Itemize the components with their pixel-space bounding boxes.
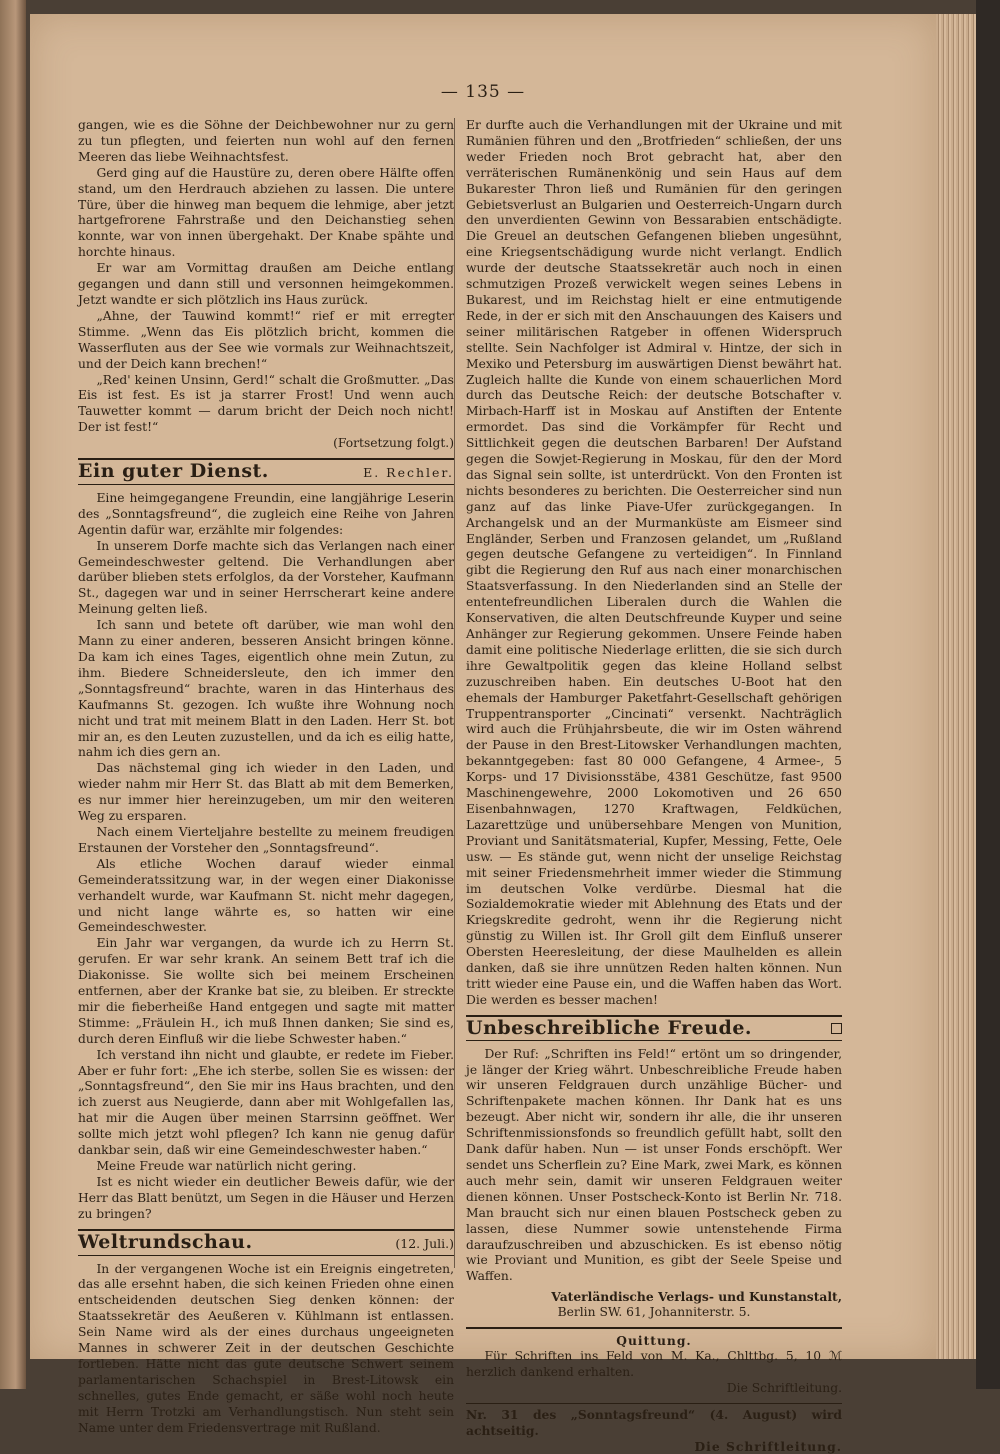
article-paragraph: Nach einem Vierteljahre bestellte zu meinem freudigen Erstaunen der Vorsteher den „Sonntagsfreund“. [78,825,454,857]
article-paragraph: Eine heimgegangene Freundin, eine langjährige Leserin des „Sonntagsfreund“, die zugleich eine Reihe von Jahren Agentin dafür war, erzählte mir folgendes: [78,491,454,539]
article-title: Ein guter Dienst. [78,464,269,480]
article-header-ein-guter-dienst [78,458,454,485]
article-paragraph: Ist es nicht wieder ein deutlicher Beweis dafür, wie der Herr das Blatt benützt, um Segen in die Häuser und Herzen zu bringen? [78,1175,454,1223]
article-title: Unbeschreibliche Freude. [466,1021,752,1037]
article-paragraph: In der vergangenen Woche ist ein Ereignis eingetreten, das alle ersehnt haben, die sich keinen Frieden ohne einen entscheidenden deutschen Sieg denken können: der Staatssekretär des Aeußeren v. Kühlmann ist entlassen. Sein Name wird als der eines durchaus ungeeigneten Mannes in schwerer Zeit in der deutschen Geschichte fortleben. Hätte nicht das gute deutsche Schwert seinem parlamentarischen Schachspiel in Brest-Litowsk ein schnelles, gutes Ende gemacht, er säße wohl noch heute mit Herrn Trotzki am Verhandlungstisch. Nun steht sein Name unter dem Friedensvertrage mit Rußland. [78,1262,454,1437]
article-title: Weltrundschau. [78,1235,253,1251]
story-paragraph: „Red' keinen Unsinn, Gerd!“ schalt die Großmutter. „Das Eis ist fest. Es ist ja starrer Frost! Und wenn auch Tauwetter kommt — darum bricht der Deich noch nicht! Der ist fest!“ [78,373,454,437]
story-paragraph: Gerd ging auf die Haustüre zu, deren obere Hälfte offen stand, um den Herdrauch abziehen zu lassen. Die untere Türe, über die hinweg man bequem die lehmige, aber jetzt hartgefrorene Fahrstraße und den Deichanstieg sehen konnte, war von innen übergehakt. Der Knabe spähte und horchte hinaus. [78,166,454,261]
article-paragraph: Das nächstemal ging ich wieder in den Laden, und wieder nahm mir Herr St. das Blatt ab mit dem Bemerken, es nur immer hier hereinzugeben, um mir den weiteren Weg zu ersparen. [78,761,454,825]
publisher-name: Vaterländische Verlags- und Kunstanstalt, [466,1289,842,1305]
left-column [78,118,454,1437]
article-paragraph: Als etliche Wochen darauf wieder einmal Gemeinderatssitzung war, in der wegen einer Diakonisse verhandelt wurde, war Kaufmann St. nicht mehr dagegen, und nicht lange währte es, so hatten wir eine Gemeindeschwester. [78,857,454,937]
right-column [466,118,842,1454]
page-number-value: 135 [465,82,500,102]
previous-page-edge [0,0,26,1389]
story-paragraph: Er war am Vormittag draußen am Deiche entlang gegangen und dann still und versonnen heimgekommen. Jetzt wandte er sich plötzlich ins Haus zurück. [78,261,454,309]
page-number: — 135 — [30,82,936,102]
article-paragraph: Der Ruf: „Schriften ins Feld!“ ertönt um so dringender, je länger der Krieg währt. Unbeschreibliche Freude haben wir unseren Feldgrauen durch unzählige Bücher- und Schriftenpakete machen können. Ihr Dank hat es uns bezeugt. Aber nicht wir, sondern ihr alle, die ihr unseren Schriftenmissionsfonds so freundlich gefüllt habt, sollt den Dank dafür haben. Nun — ist unser Fonds erschöpft. Wer sendet uns Scherflein zu? Eine Mark, zwei Mark, es können auch mehr sein, damit wir unseren Feldgrauen weiter dienen können. Unser Postscheck-Konto ist Berlin Nr. 718. Man braucht sich nur einen blauen Postscheck geben zu lassen, diese Nummer sowie untenstehende Firma daraufzuschreiben und abzuschicken. Es ist ebenso nötig wie Proviant und Munition, es gibt der Seele Speise und Waffen. [466,1047,842,1286]
quittung-signature: Die Schriftleitung. [466,1381,842,1397]
column-divider [454,118,455,1268]
issue-notice-signature: Die Schriftleitung. [466,1439,842,1454]
quittung-text: Für Schriften ins Feld von M. Ka., Chlttbg. 5, 10 ℳ herzlich dankend erhalten. [466,1349,842,1381]
section-rule [466,1327,842,1329]
quittung-title: Quittung. [466,1333,842,1349]
article-paragraph: Er durfte auch die Verhandlungen mit der Ukraine und mit Rumänien führen und den „Brotfrieden“ schließen, der uns weder Frieden noch Brot gebracht hat, aber den verräterischen Rumänenkönig und sein Haus auf dem Bukarester Thron ließ und Rumänien für den geringen Gebietsverlust an Bulgarien und Oesterreich-Ungarn durch den unverdienten Gewinn von Bessarabien entschädigte. Die Greuel an deutschen Gefangenen blieben ungesühnt, eine Kriegsentschädigung wurde nicht verlangt. Endlich wurde der deutsche Staatssekretär auch noch in einen schmutzigen Prozeß verwickelt wegen seines Lebens in Bukarest, und im Reichstag hielt er eine entmutigende Rede, in der er sich mit den Anschauungen des Kaisers und seiner militärischen Ratgeber in offenen Widerspruch stellte. Sein Nachfolger ist Admiral v. Hintze, der sich in Mexiko und Petersburg im auswärtigen Dienst bewährt hat. Zugleich hallte die Kunde von einem schauerlichen Mord durch das Deutsche Reich: der deutsche Botschafter v. Mirbach-Harff ist in Moskau auf Anstiften der Entente ermordet. Das sind die Vorkämpfer für Recht und Sittlichkeit gegen die deutschen Barbaren! Der Aufstand gegen die Sowjet-Regierung in Moskau, für den der Mord das Signal sein sollte, ist unterdrückt. Von den Fronten ist nichts besonderes zu berichten. Die Oesterreicher sind nun ganz auf das linke Piave-Ufer zurückgegangen. In Archangelsk und an der Murmanküste am Eismeer sind Engländer, Serben und Franzosen gelandet, um „Rußland gegen deutsche Gefangene zu verteidigen“. In Finnland gibt die Regierung den Ruf aus nach einer monarchischen Staatsverfassung. In den Niederlanden sind an Stelle der ententefreundlichen Liberalen durch die Wahlen die Konservativen, die alten Deutschfreunde Kuyper und seine Anhänger zur Regierung gekommen. Unsere Feinde haben damit eine politische Niederlage erlitten, die sie sich durch ihre Gewaltpolitik gegen das kleine Holland selbst zuzuschreiben haben. Ein deutsches U-Boot hat den ehemals der Hamburger Paketfahrt-Gesellschaft gehörigen Truppentransporter „Cincinati“ versenkt. Nachträglich wird auch die Frühjahrsbeute, die wir im Osten während der Pause in den Brest-Litowsker Verhandlungen machten, bekanntgegeben: fast 80 000 Gefangene, 4 Armee-, 5 Korps- und 17 Divisionsstäbe, 4381 Geschütze, fast 9500 Maschinengewehre, 2000 Lokomotiven und 26 650 Eisenbahnwagen, 1270 Kraftwagen, Feldküchen, Lazarettzüge und unübersehbare Mengen von Munition, Proviant und Sanitätsmaterial, Kupfer, Messing, Fette, Oele usw. — Es stände gut, wenn nicht der unselige Reichstag mit seiner Friedensmehrheit immer wieder die Stimmung im deutschen Volke verdürbe. Diesmal hat die Sozialdemokratie wieder mit Ablehnung des Etats und der Kriegskredite gedroht, wenn ihr die Regierung nicht günstig zu Willen ist. Ihr Groll gilt dem Einfluß unserer Obersten Heeresleitung, der diese Maulhelden es allein danken, daß sie ihre unnützen Reden halten können. Nun tritt wieder eine Pause ein, und die Waffen haben das Wort. Die werden es besser machen! [466,118,842,1009]
issue-notice-text: Nr. 31 des „Sonntagsfreund“ (4. August) wird achtseitig. [466,1407,842,1439]
article-header-unbeschreibliche-freude [466,1015,842,1041]
article-paragraph: Meine Freude war natürlich nicht gering. [78,1159,454,1175]
article-author: E. Rechler. [363,465,454,481]
article-date: (12. Juli.) [395,1236,454,1252]
article-paragraph: Ich sann und betete oft darüber, wie man wohl den Mann zu einer anderen, besseren Ansicht bringen könne. Da kam ich eines Tages, eigentlich ohne mein Zutun, zu ihm. Biedere Schneidersleute, den ich immer den „Sonntagsfreund“ brachte, waren in das Hinterhaus des Kaufmanns St. gezogen. Ich wußte ihre Wohnung noch nicht und trat mit meinem Blatt in den Laden. Herr St. bot mir an, es den Leuten zuzustellen, und da ich es eilig hatte, nahm ich dies gern an. [78,618,454,761]
story-paragraph: „Ahne, der Tauwind kommt!“ rief er mit erregter Stimme. „Wenn das Eis plötzlich bricht, kommen die Wasserfluten aus der See wie vormals zur Weihnachtszeit, und der Deich kann brechen!“ [78,309,454,373]
story-continued: (Fortsetzung folgt.) [78,436,454,452]
book-cover-edge [976,0,1000,1389]
issue-notice [466,1403,842,1439]
article-paragraph: Ich verstand ihn nicht und glaubte, er redete im Fieber. Aber er fuhr fort: „Ehe ich sterbe, sollen Sie es wissen: der „Sonntagsfreund“, den Sie mir ins Haus brachten, und den ich zuerst aus Neugierde, dann aber mit Wohlgefallen las, hat mir die Augen über meinen Starrsinn geöffnet. Wer sollte mich jetzt wohl pflegen? Ich kann nie genug dafür dankbar sein, daß wir eine Gemeindeschwester haben.“ [78,1048,454,1159]
article-header-weltrundschau [78,1229,454,1256]
square-ornament-icon [831,1023,842,1034]
newspaper-page [30,14,936,1359]
publisher-address: Berlin SW. 61, Johanniterstr. 5. [466,1305,842,1321]
article-paragraph: In unserem Dorfe machte sich das Verlangen nach einer Gemeindeschwester geltend. Die Verhandlungen aber darüber blieben stets erfolglos, da der Vorsteher, Kaufmann St., dagegen war und in seiner Herrscherart keine andere Meinung gelten ließ. [78,539,454,619]
story-paragraph: gangen, wie es die Söhne der Deichbewohner nur zu gern zu tun pflegten, und feierten nun wohl auf den fernen Meeren das liebe Weihnachtsfest. [78,118,454,166]
article-paragraph: Ein Jahr war vergangen, da wurde ich zu Herrn St. gerufen. Er war sehr krank. An seinem Bett traf ich die Diakonisse. Sie wollte sich bei meinem Erscheinen entfernen, aber der Kranke bat sie, zu bleiben. Er streckte mir die fieberheiße Hand entgegen und sagte mit matter Stimme: „Fräulein H., ich muß Ihnen danken; Sie sind es, durch deren Einfluß wir die liebe Schwester haben.“ [78,936,454,1047]
book-page-edges [936,14,976,1359]
